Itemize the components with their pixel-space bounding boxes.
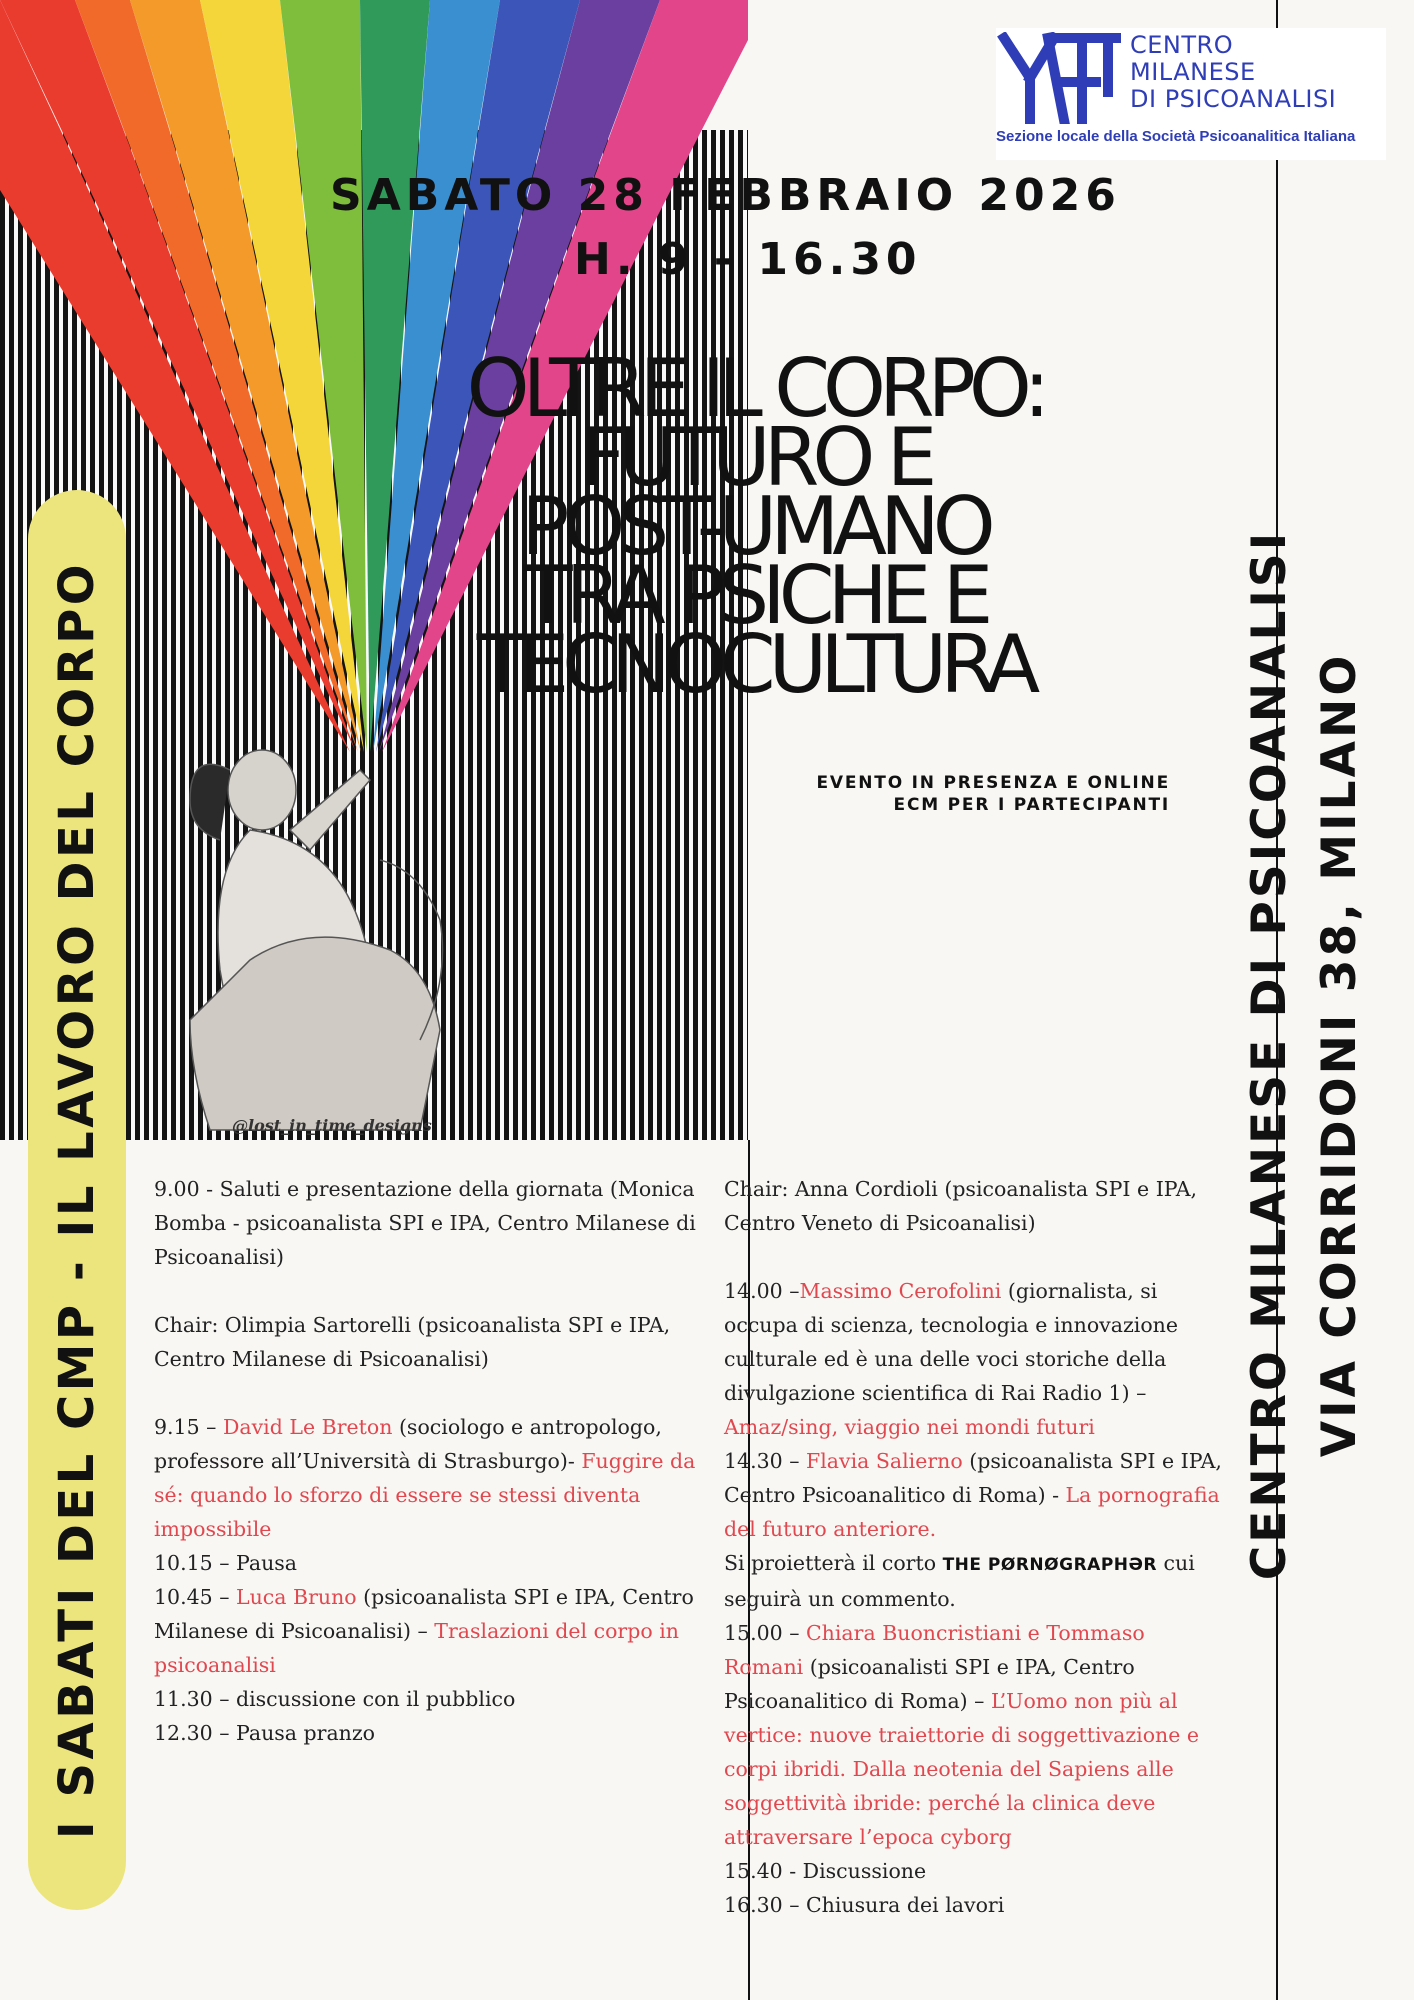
venue-block (1200, 470, 1410, 1640)
event-note-line: ECM PER I PARTECIPANTI (893, 795, 1170, 815)
title-line: OLTRE IL CORPO: (466, 342, 1044, 435)
venue-name: CENTRO MILANESE DI PSICOANALISI (1242, 529, 1297, 1581)
program-item: 10.15 – Pausa (154, 1551, 298, 1575)
logo-name-line: CENTRO (1130, 31, 1234, 59)
program-afternoon (724, 1172, 1229, 1922)
program-item: 14.30 – Flavia Salierno (psicoanalista SPI e IPA, Centro Psicoanalitico di Roma) - La pornografia del futuro anteriore. (724, 1449, 1222, 1541)
event-title (340, 342, 1170, 711)
speaker-name: Chiara Buoncristiani e Tommaso Romani (724, 1621, 1145, 1679)
title-line: TRA PSICHE E (523, 549, 987, 642)
program-item: 15.00 – Chiara Buoncristiani e Tommaso Romani (psicoanalisti SPI e IPA, Centro Psicoanalitico di Roma) – L’Uomo non più al vertice: nuove traiettorie di soggettivazione e corpi ibridi. Dalla neotenia del Sapiens alle soggettività ibride: perché la clinica deve attraversare l’epoca cyborg (724, 1621, 1200, 1849)
event-date: SABATO 28 FEBBRAIO 2026 (330, 170, 1121, 221)
venue-address: VIA CORRIDONI 38, MILANO (1312, 652, 1367, 1458)
speaker-name: Massimo Cerofolini (799, 1279, 1002, 1303)
event-note-line: EVENTO IN PRESENZA E ONLINE (816, 773, 1170, 793)
title-line: POST-UMANO (521, 480, 989, 573)
cmp-logo-mark (996, 32, 1122, 124)
logo-name-line: MILANESE (1130, 58, 1256, 86)
program-chair: Chair: Olimpia Sartorelli (psicoanalista SPI e IPA, Centro Milanese di Psicoanalisi) (154, 1313, 671, 1371)
program-item: 12.30 – Pausa pranzo (154, 1721, 376, 1745)
program-item: 11.30 – discussione con il pubblico (154, 1687, 516, 1711)
series-label: I SABATI DEL CMP - IL LAVORO DEL CORPO (49, 560, 105, 1840)
talk-title: L’Uomo non più al vertice: nuove traiettorie di soggettivazione e corpi ibridi. Dalla neotenia del Sapiens alle soggettività ibride: perché la clinica deve attraversare l’epoca cyborg (724, 1689, 1200, 1849)
speaker-name: Flavia Salierno (805, 1449, 963, 1473)
program-item: 16.30 – Chiusura dei lavori (724, 1893, 1005, 1917)
talk-title: Amaz/sing, viaggio nei mondi futuri (724, 1415, 1095, 1439)
event-format-note (816, 772, 1170, 816)
program-item: 10.45 – Luca Bruno (psicoanalista SPI e IPA, Centro Milanese di Psicoanalisi) – Traslazioni del corpo in psicoanalisi (154, 1585, 694, 1677)
program-morning (154, 1172, 699, 1750)
speaker-name: Luca Bruno (235, 1585, 357, 1609)
cmp-logo (996, 28, 1386, 160)
speaker-name: David Le Breton (222, 1415, 393, 1439)
program-item: 14.00 –Massimo Cerofolini (giornalista, si occupa di scienza, tecnologia e innovazione culturale ed è una delle voci storiche della divulgazione scientifica di Rai Radio 1) – Amaz/sing, viaggio nei mondi futuri (724, 1279, 1179, 1439)
event-time: H. 9 - 16.30 (574, 234, 922, 285)
logo-name-line: DI PSICOANALISI (1130, 85, 1337, 113)
image-credit: @lost_in_time_designs (232, 1116, 432, 1135)
logo-subtitle: Sezione locale della Società Psicoanalitica Italiana (996, 128, 1356, 145)
talk-title: Fuggire da sé: quando lo sforzo di essere se stessi diventa impossibile (154, 1449, 696, 1541)
talk-title: La pornografia del futuro anteriore. (724, 1483, 1220, 1541)
talk-title: Traslazioni del corpo in psicoanalisi (154, 1619, 679, 1677)
program-item: 15.40 - Discussione (724, 1859, 927, 1883)
series-pill (28, 490, 126, 1910)
program-chair: Chair: Anna Cordioli (psicoanalista SPI e IPA, Centro Veneto di Psicoanalisi) (724, 1177, 1198, 1235)
title-line: TECNOCULTURA (476, 618, 1034, 711)
program-note: Si proietterà il corto THE PØRNØGRAPHƏR cui seguirà un commento. (724, 1551, 1195, 1611)
title-line: FUTURO E (579, 411, 931, 504)
program-item: 9.00 - Saluti e presentazione della giornata (Monica Bomba - psicoanalista SPI e IPA, Centro Milanese di Psicoanalisi) (154, 1177, 696, 1269)
film-title: THE PØRNØGRAPHƏR (942, 1555, 1158, 1575)
program-item: 9.15 – David Le Breton (sociologo e antropologo, professore all’Università di Strasburgo)- Fuggire da sé: quando lo sforzo di essere se stessi diventa impossibile (154, 1415, 696, 1541)
